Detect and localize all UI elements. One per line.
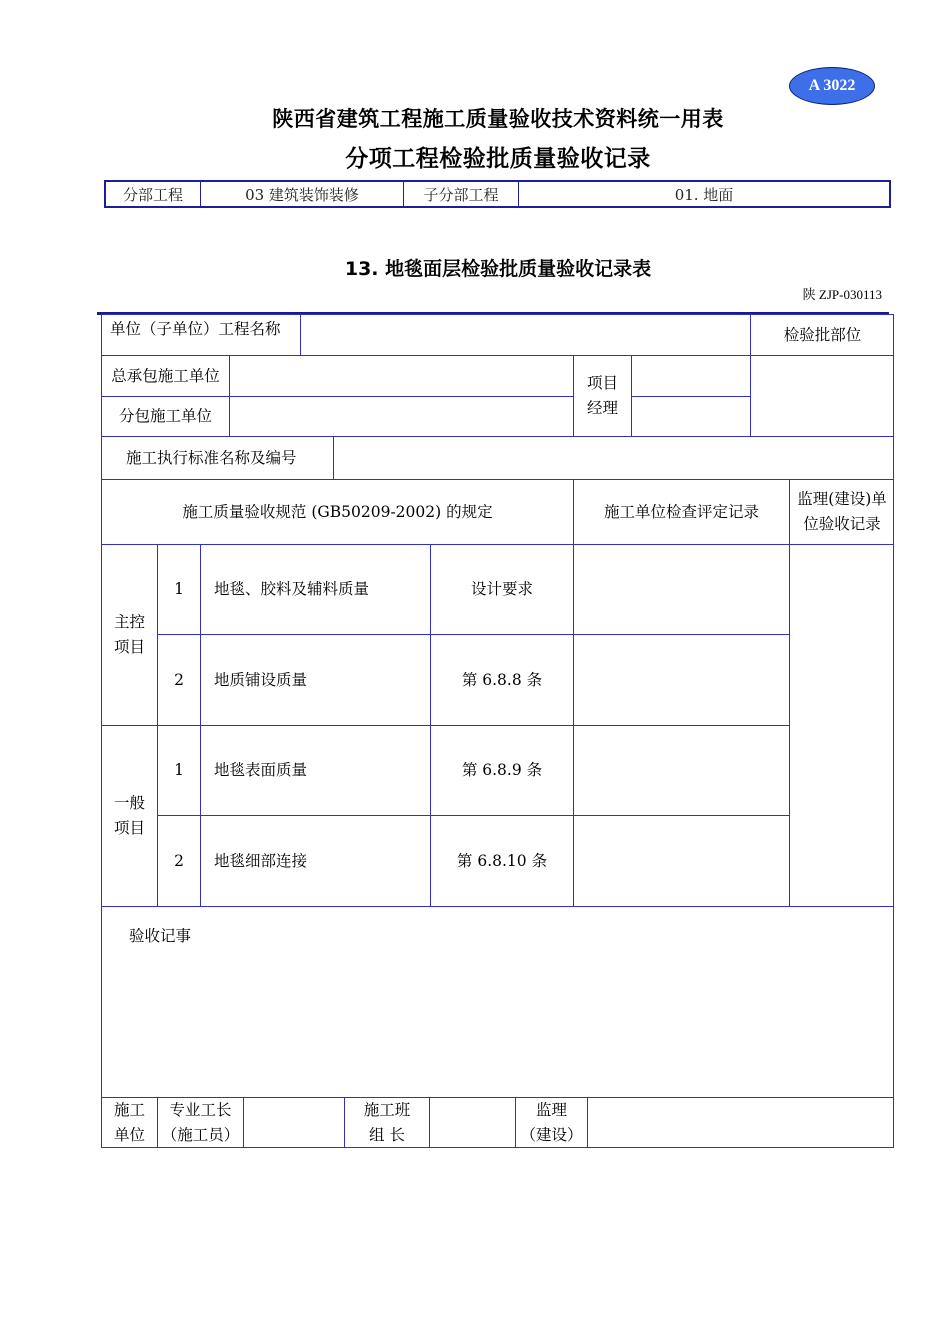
general-contractor-field[interactable] — [229, 355, 573, 396]
general-items-label: 一般 项目 — [101, 725, 157, 906]
item-check-record[interactable] — [573, 634, 789, 725]
footer-team-leader-field[interactable] — [429, 1097, 515, 1148]
item-name: 地毯细部连接 — [200, 815, 430, 906]
acceptance-notes[interactable]: 验收记事 — [101, 906, 894, 1097]
item-requirement: 第 6.8.8 条 — [430, 634, 573, 725]
item-check-record[interactable] — [573, 544, 789, 634]
supervisor-record-header: 监理(建设)单位验收记录 — [789, 479, 894, 544]
footer-supervisor-field[interactable] — [587, 1097, 894, 1148]
division-value[interactable]: 03 建筑装饰装修 — [201, 181, 404, 207]
item-check-record[interactable] — [573, 815, 789, 906]
footer-foreman-field[interactable] — [243, 1097, 344, 1148]
form-code: 陕 ZJP-030113 — [802, 287, 882, 302]
item-requirement: 第 6.8.9 条 — [430, 725, 573, 815]
subcontractor-label: 分包施工单位 — [101, 396, 229, 436]
standard-label: 施工执行标准名称及编号 — [101, 436, 333, 479]
subdivision-value[interactable]: 01. 地面 — [519, 181, 891, 207]
form-number-badge: A 3022 — [789, 67, 875, 105]
project-name-field[interactable] — [300, 314, 750, 355]
division-table — [104, 180, 891, 208]
subcontractor-field[interactable] — [229, 396, 573, 436]
footer-contractor-unit: 施工 单位 — [101, 1097, 157, 1148]
general-contractor-label: 总承包施工单位 — [101, 355, 229, 396]
batch-location-label: 检验批部位 — [750, 314, 894, 355]
item-requirement: 设计要求 — [430, 544, 573, 634]
item-number: 2 — [157, 815, 200, 906]
item-number: 1 — [157, 544, 200, 634]
contractor-record-header: 施工单位检查评定记录 — [573, 479, 789, 544]
item-name: 地质铺设质量 — [200, 634, 430, 725]
item-check-record[interactable] — [573, 725, 789, 815]
standard-field[interactable] — [333, 436, 894, 479]
subdivision-label: 子分部工程 — [404, 181, 519, 207]
item-name: 地毯、胶料及辅料质量 — [200, 544, 430, 634]
division-label: 分部工程 — [105, 181, 201, 207]
main-items-label: 主控 项目 — [101, 544, 157, 725]
item-number: 2 — [157, 634, 200, 725]
form-title: 13. 地毯面层检验批质量验收记录表 — [344, 258, 652, 280]
supervisor-record-field[interactable] — [789, 544, 894, 906]
project-manager-field-1[interactable] — [631, 355, 750, 396]
footer-foreman-label: 专业工长 （施工员） — [157, 1097, 243, 1148]
page-subtitle: 分项工程检验批质量验收记录 — [345, 146, 651, 172]
item-number: 1 — [157, 725, 200, 815]
footer-team-leader-label: 施工班 组 长 — [344, 1097, 429, 1148]
project-manager-field-2[interactable] — [631, 396, 750, 436]
item-name: 地毯表面质量 — [200, 725, 430, 815]
footer-supervisor-label: 监理 （建设） — [515, 1097, 587, 1148]
page-title: 陕西省建筑工程施工质量验收技术资料统一用表 — [272, 107, 724, 131]
project-manager-label: 项目 经理 — [573, 355, 631, 436]
project-name-label: 单位（子单位）工程名称 — [101, 314, 300, 355]
batch-location-field[interactable] — [750, 355, 894, 436]
item-requirement: 第 6.8.10 条 — [430, 815, 573, 906]
spec-header: 施工质量验收规范 (GB50209-2002) 的规定 — [101, 479, 573, 544]
